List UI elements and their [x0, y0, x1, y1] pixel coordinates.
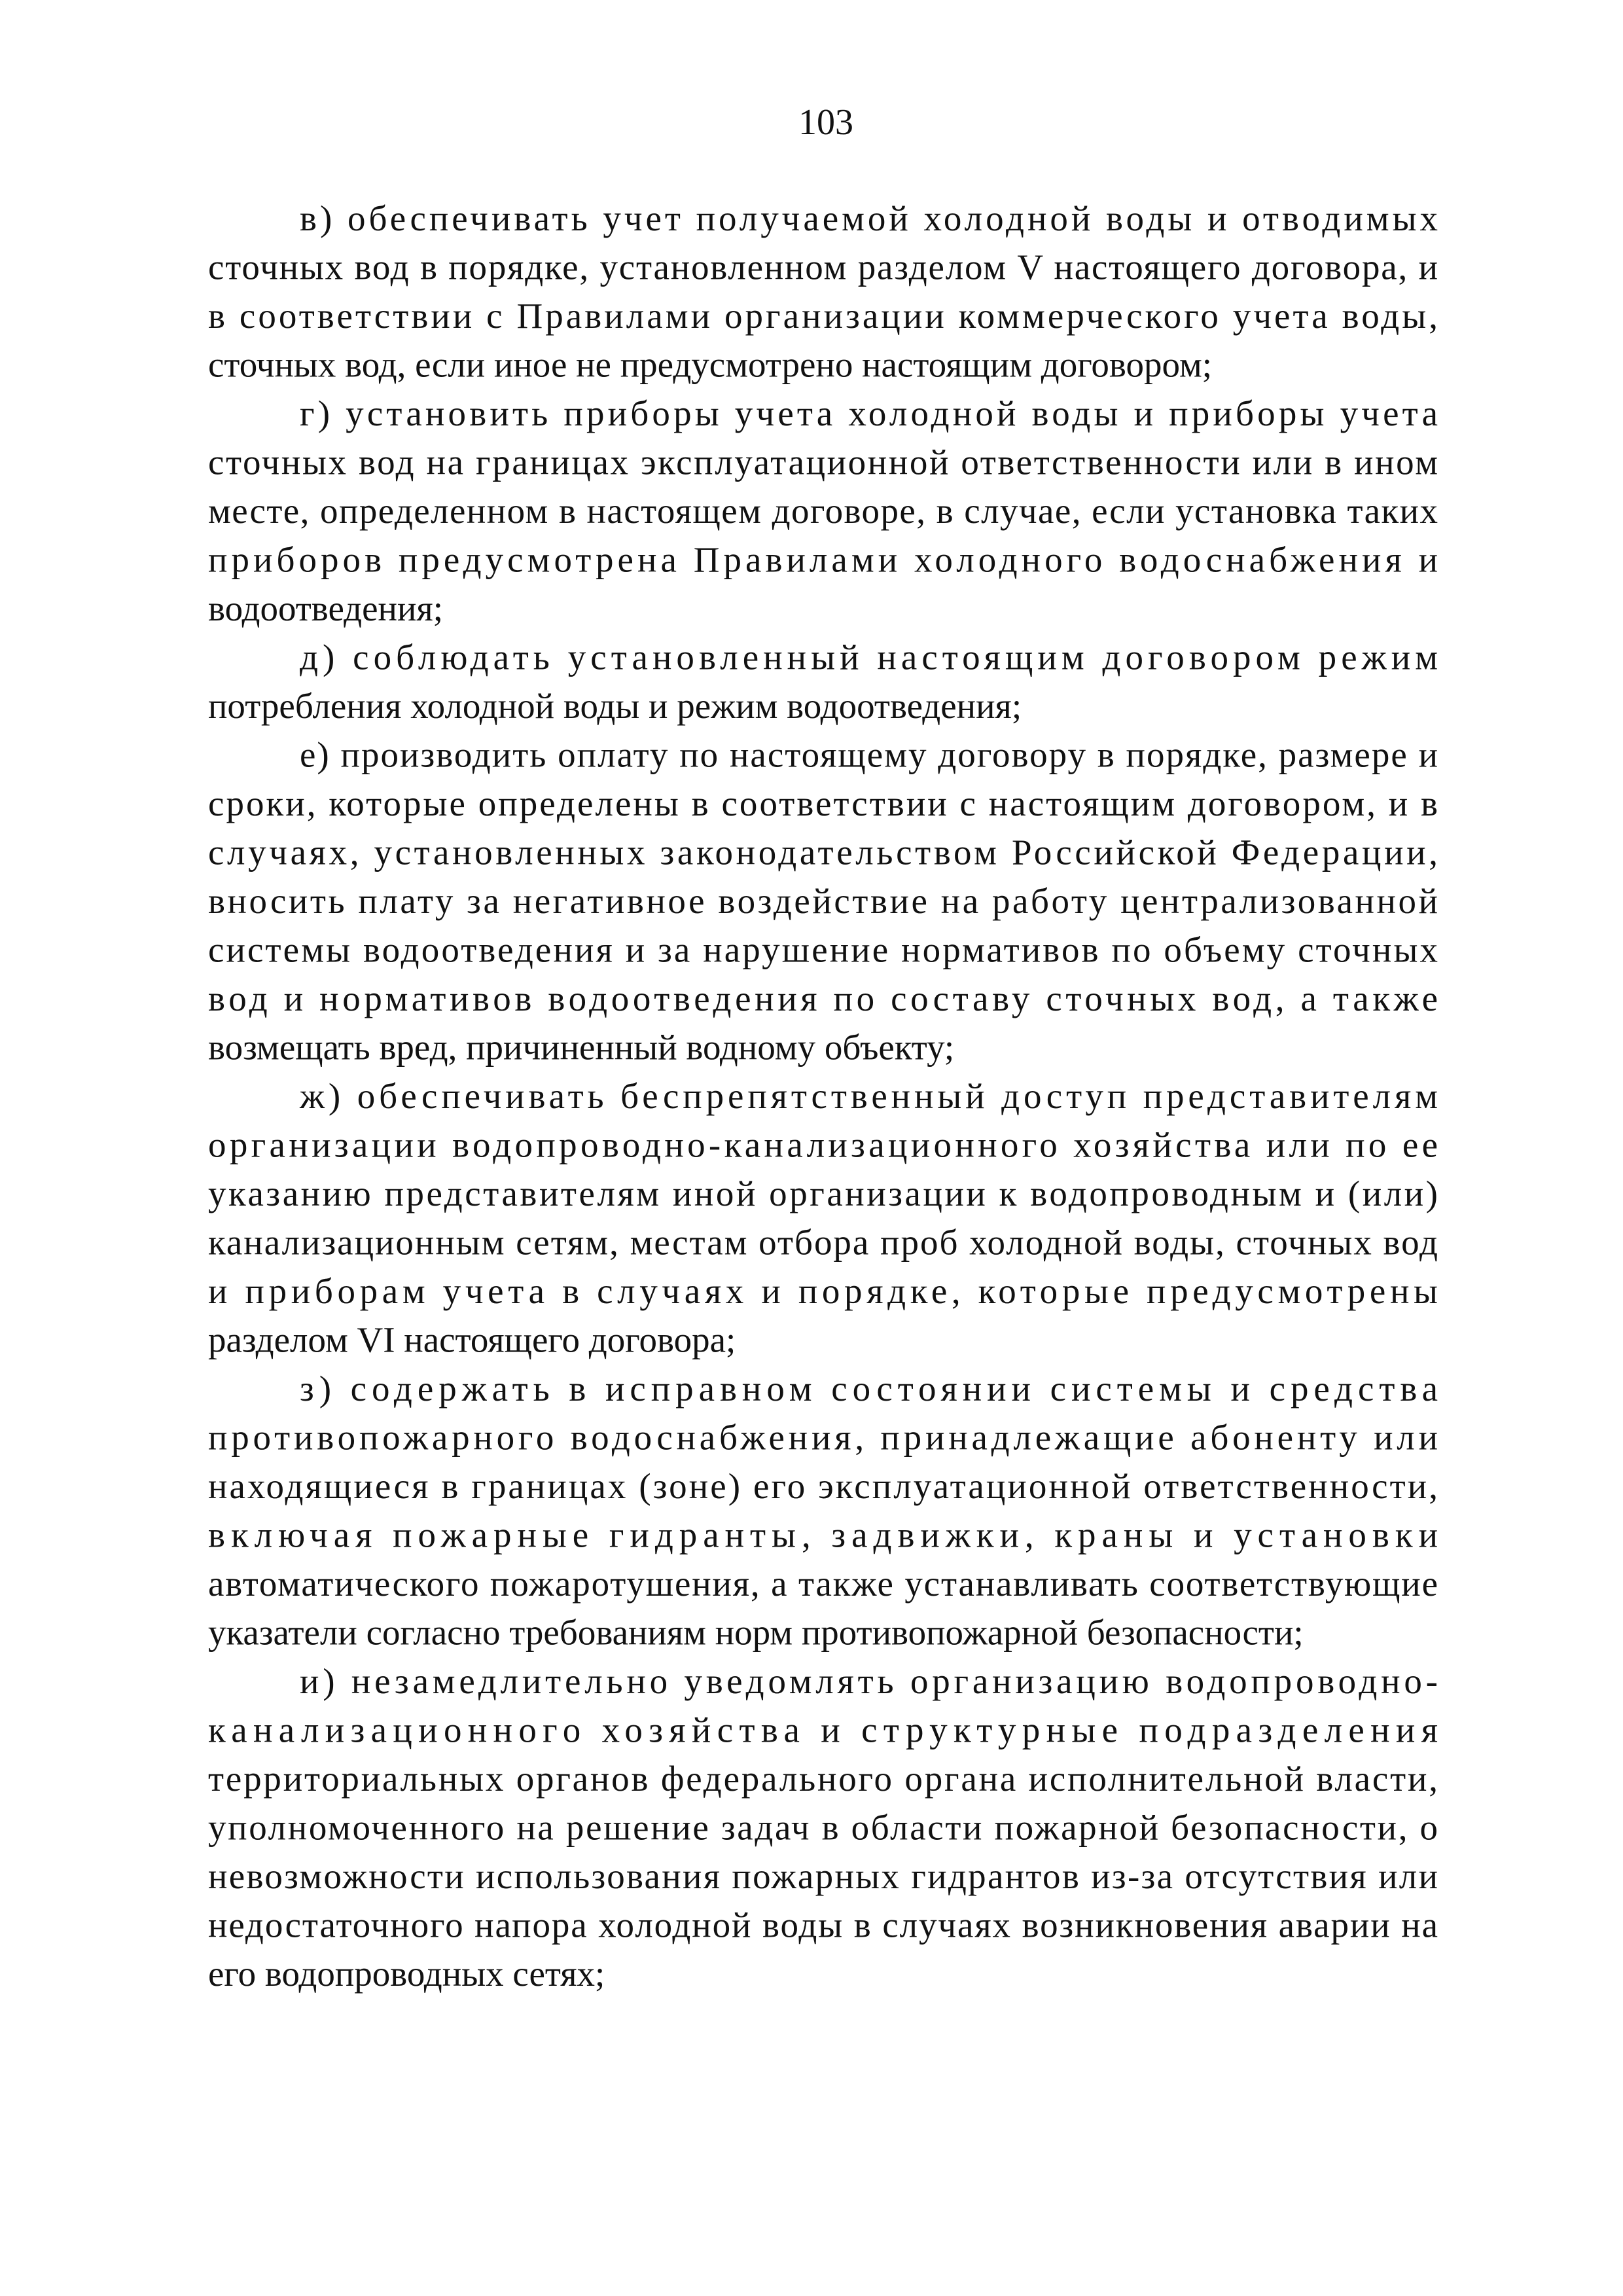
paragraph-i-line-5: невозможности использования пожарных гидрантов из-за отсутствия или [208, 1856, 1438, 1896]
paragraph-zh-line-5: и приборам учета в случаях и порядке, которые предусмотрены [208, 1271, 1438, 1311]
paragraph-e-line-2: сроки, которые определены в соответствии с настоящим договором, и в [208, 783, 1438, 823]
paragraph-e-line-7: возмещать вред, причиненный водному объекту; [208, 1027, 955, 1067]
paragraph-i-line-7: его водопроводных сетях; [208, 1954, 605, 1994]
paragraph-zh-line-2: организации водопроводно-канализационного хозяйства или по ее [208, 1124, 1438, 1165]
paragraph-g-line-2: сточных вод на границах эксплуатационной ответственности или в ином [208, 442, 1438, 482]
paragraph-i-line-3: территориальных органов федерального органа исполнительной власти, [208, 1759, 1438, 1799]
paragraph-z-line-2: противопожарного водоснабжения, принадлежащие абоненту или [208, 1417, 1438, 1458]
paragraph-g-line-1: г) установить приборы учета холодной воды и приборы учета [300, 393, 1438, 433]
paragraph-i-line-1: и) незамедлительно уведомлять организацию водопроводно- [300, 1661, 1438, 1701]
paragraph-v-line-4: сточных вод, если иное не предусмотрено настоящим договором; [208, 344, 1213, 385]
paragraph-zh-line-6: разделом VI настоящего договора; [208, 1319, 736, 1360]
paragraph-e-line-1: е) производить оплату по настоящему договору в порядке, размере и [300, 734, 1438, 775]
paragraph-zh-line-4: канализационным сетям, местам отбора проб холодной воды, сточных вод [208, 1222, 1438, 1263]
paragraph-zh-line-3: указанию представителям иной организации к водопроводным и (или) [208, 1174, 1438, 1213]
paragraph-v-line-2: сточных вод в порядке, установленном разделом V настоящего договора, и [208, 247, 1438, 287]
paragraph-i-line-2: канализационного хозяйства и структурные подразделения [208, 1710, 1438, 1750]
paragraph-g-line-5: водоотведения; [208, 588, 443, 628]
paragraph-g-line-3: месте, определенном в настоящем договоре, в случае, если установка таких [208, 491, 1438, 531]
paragraph-d-line-1: д) соблюдать установленный настоящим договором режим [300, 637, 1438, 677]
paragraph-z-line-4: включая пожарные гидранты, задвижки, краны и установки [208, 1515, 1438, 1555]
paragraph-zh-line-1: ж) обеспечивать беспрепятственный доступ представителям [300, 1076, 1438, 1116]
paragraph-e-line-4: вносить плату за негативное воздействие на работу централизованной [208, 881, 1438, 921]
paragraph-z-line-6: указатели согласно требованиям норм противопожарной безопасности; [208, 1612, 1304, 1653]
paragraph-d-line-2: потребления холодной воды и режим водоотведения; [208, 686, 1022, 726]
paragraph-z-line-3: находящиеся в границах (зоне) его эксплуатационной ответственности, [208, 1466, 1438, 1506]
paragraph-z-line-1: з) содержать в исправном состоянии системы и средства [300, 1369, 1438, 1408]
paragraph-z-line-5: автоматического пожаротушения, а также устанавливать соответствующие [208, 1564, 1438, 1604]
paragraph-e-line-5: системы водоотведения и за нарушение нормативов по объему сточных [208, 929, 1438, 970]
document-body [208, 198, 1438, 1994]
paragraph-i-line-6: недостаточного напора холодной воды в случаях возникновения аварии на [208, 1905, 1438, 1945]
paragraph-v-line-1: в) обеспечивать учет получаемой холодной воды и отводимых [300, 198, 1438, 238]
paragraph-v-line-3: в соответствии с Правилами организации коммерческого учета воды, [208, 296, 1438, 336]
paragraph-e-line-3: случаях, установленных законодательством Российской Федерации, [208, 832, 1438, 872]
paragraph-e-line-6: вод и нормативов водоотведения по составу сточных вод, а также [208, 978, 1438, 1018]
paragraph-g-line-4: приборов предусмотрена Правилами холодного водоснабжения и [208, 539, 1438, 580]
page-number: 103 [798, 102, 853, 143]
paragraph-i-line-4: уполномоченного на решение задач в области пожарной безопасности, о [208, 1807, 1438, 1848]
